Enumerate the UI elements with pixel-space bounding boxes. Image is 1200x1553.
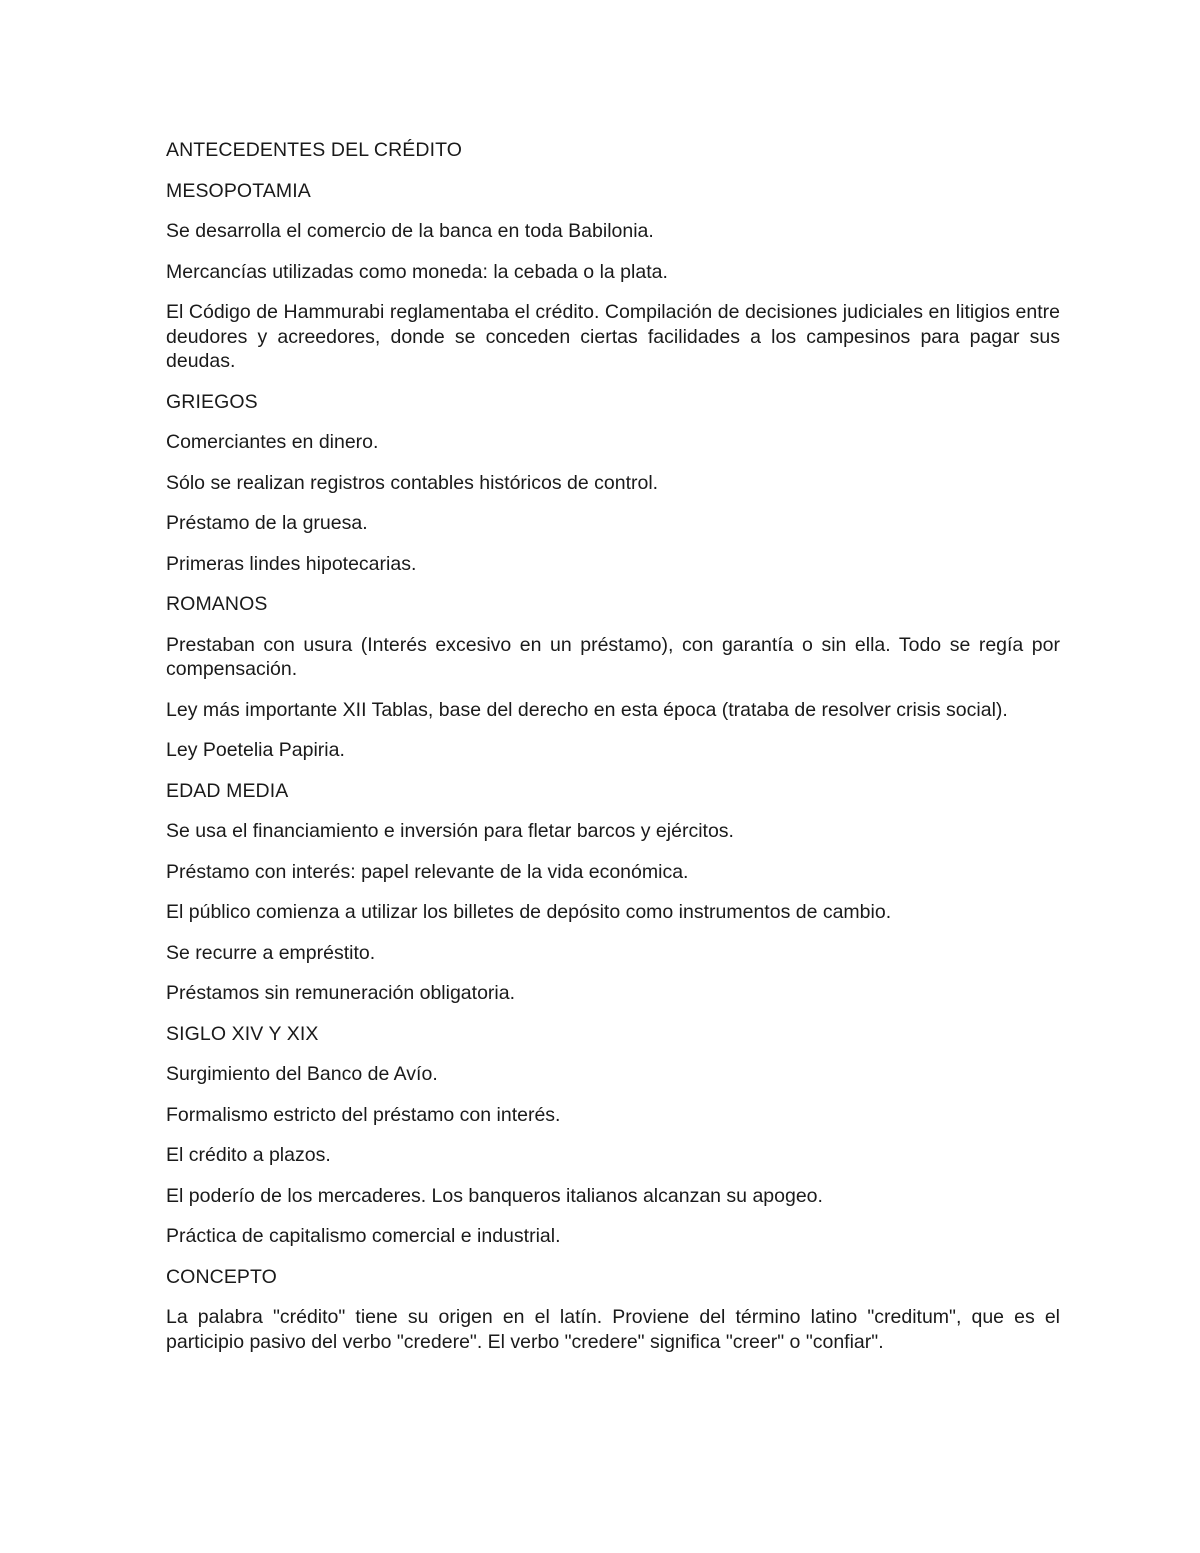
paragraph: Primeras lindes hipotecarias. (166, 552, 417, 575)
paragraph: Mercancías utilizadas como moneda: la cebada o la plata. (166, 260, 668, 283)
document-title: ANTECEDENTES DEL CRÉDITO (166, 139, 463, 161)
paragraph: Préstamo con interés: papel relevante de la vida económica. (166, 860, 689, 883)
paragraph: Práctica de capitalismo comercial e industrial. (166, 1225, 561, 1247)
paragraph: Préstamos sin remuneración obligatoria. (166, 982, 516, 1004)
paragraph: Préstamo de la gruesa. (166, 512, 368, 534)
section-heading-mesopotamia: MESOPOTAMIA (166, 179, 311, 202)
section-heading-edad-media: EDAD MEDIA (166, 779, 289, 802)
section-heading-concepto: CONCEPTO (166, 1265, 277, 1288)
paragraph: Surgimiento del Banco de Avío. (166, 1063, 438, 1085)
paragraph: Prestaban con usura (Interés excesivo en un préstamo), con garantía o sin ella. Todo se regía por compensación. (166, 633, 1060, 680)
paragraph: Se desarrolla el comercio de la banca en toda Babilonia. (166, 220, 654, 242)
section-heading-romanos: ROMANOS (166, 593, 268, 615)
paragraph: Sólo se realizan registros contables históricos de control. (166, 471, 659, 494)
paragraph: Comerciantes en dinero. (166, 431, 379, 453)
paragraph: Se recurre a empréstito. (166, 941, 376, 964)
paragraph: Ley Poetelia Papiria. (166, 739, 345, 761)
document-body (166, 138, 1060, 1370)
section-heading-siglo-xiv-y-xix: SIGLO XIV Y XIX (166, 1022, 319, 1045)
paragraph: El público comienza a utilizar los billetes de depósito como instrumentos de cambio. (166, 901, 892, 923)
paragraph: El Código de Hammurabi reglamentaba el crédito. Compilación de decisiones judiciales en litigios entre deudores y acreedores, donde se conceden ciertas facilidades a los campesinos para pagar sus deudas. (166, 301, 1060, 372)
paragraph: Se usa el financiamiento e inversión para fletar barcos y ejércitos. (166, 820, 734, 842)
paragraph: Formalismo estricto del préstamo con interés. (166, 1103, 561, 1126)
paragraph: El crédito a plazos. (166, 1144, 331, 1166)
paragraph: La palabra "crédito" tiene su origen en el latín. Proviene del término latino "creditum", que es el participio pasivo del verbo "credere". El verbo "credere" significa "creer" o "confiar". (166, 1306, 1060, 1353)
paragraph: El poderío de los mercaderes. Los banqueros italianos alcanzan su apogeo. (166, 1184, 823, 1207)
paragraph: Ley más importante XII Tablas, base del derecho en esta época (trataba de resolver crisis social). (166, 698, 1008, 721)
section-heading-griegos: GRIEGOS (166, 390, 258, 413)
